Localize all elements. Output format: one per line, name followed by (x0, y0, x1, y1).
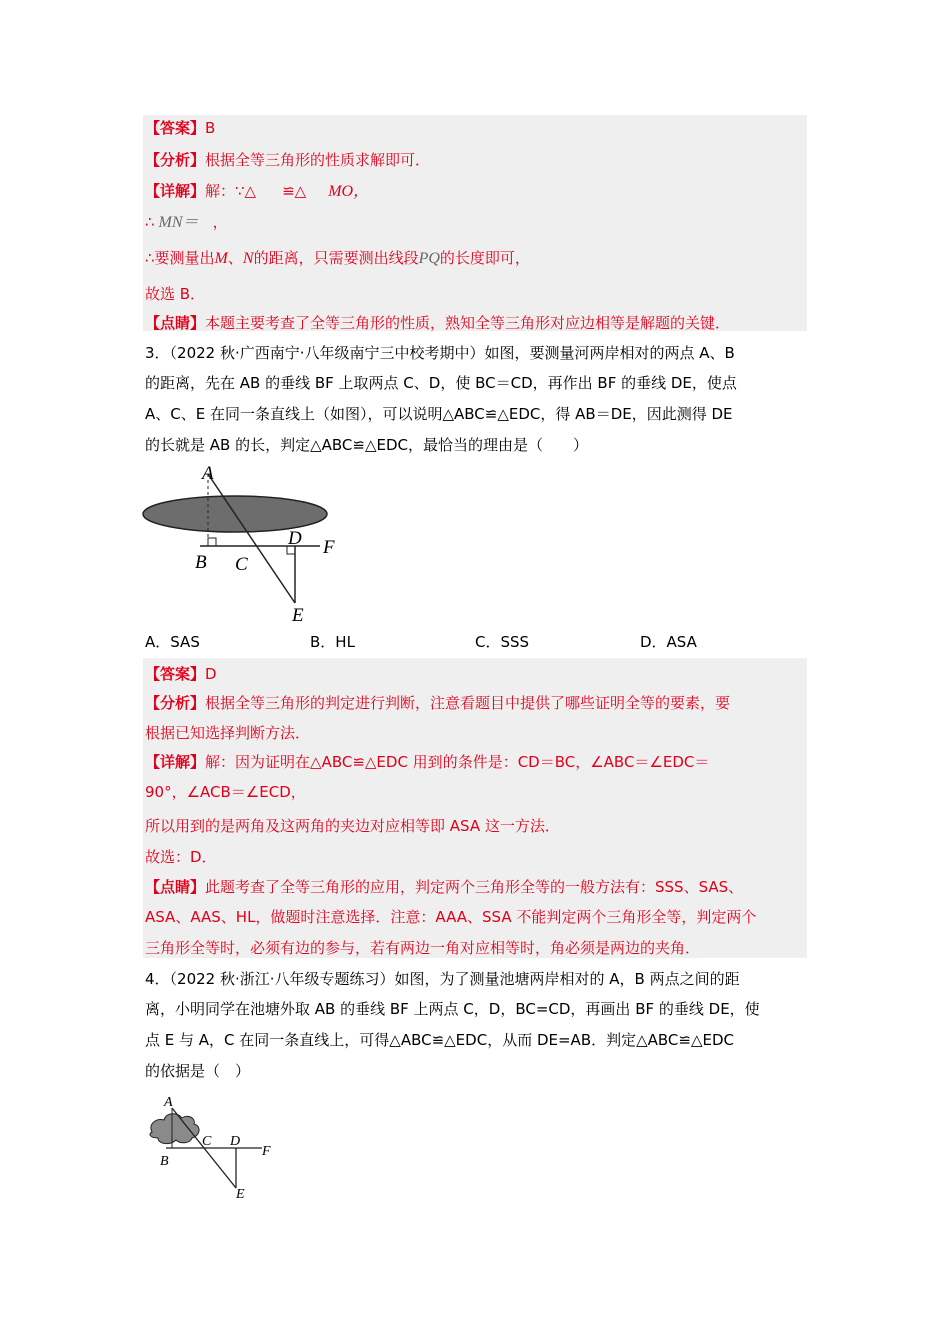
detail-tag: 【详解】 (145, 182, 206, 200)
q2-analysis-line (145, 150, 430, 170)
q4-stem-line: 的依据是（ ） (145, 1062, 251, 1080)
analysis-tag: 【分析】 (145, 151, 206, 169)
answer-value: B (205, 119, 216, 137)
q3-stem-line: A、C、E 在同一条直线上（如图），可以说明△ABC≌△EDC，得 AB＝DE，因此测得 DE (145, 405, 733, 423)
label-a: A (202, 463, 214, 484)
detail-text: 解：∵△ (205, 182, 257, 200)
line-ae (208, 474, 295, 603)
analysis-tag: 【分析】 (145, 694, 206, 712)
label-f: F (323, 537, 335, 558)
detail-text: 解：因为证明在△ABC≌△EDC 用到的条件是：CD＝BC，∠ABC＝∠EDC＝ (205, 753, 710, 771)
label-b: B (160, 1154, 169, 1169)
analysis-text: 根据全等三角形的性质求解即可． (205, 151, 431, 169)
label-e: E (236, 1187, 245, 1202)
q3-stem-line: 的长就是 AB 的长，判定△ABC≌△EDC，最恰当的理由是（ ） (145, 436, 588, 454)
point-m: M (214, 250, 228, 267)
answer-tag: 【答案】 (145, 665, 206, 683)
q4-stem-line: 离，小明同学在池塘外取 AB 的垂线 BF 上两点 C，D，BC=CD，再画出 BF 的垂线 DE，使 (145, 1000, 760, 1018)
q3-stem-line: 3．（2022 秋·广西南宁·八年级南宁三中校考期中）如图，要测量河两岸相对的两点 A、B (145, 344, 735, 362)
detail-text: 的长度即可， (439, 249, 530, 267)
label-e: E (292, 605, 304, 626)
option-d[interactable]: D．ASA (640, 633, 697, 651)
q3-figure (140, 458, 350, 628)
comment-tag: 【点睛】 (145, 314, 206, 332)
q2-comment-line (145, 313, 730, 333)
option-a[interactable]: A．SAS (145, 633, 200, 651)
q2-solution-box (143, 115, 807, 331)
q3-detail-line (145, 752, 709, 772)
label-b: B (195, 552, 207, 573)
q3-stem-line: 的距离，先在 AB 的垂线 BF 上取两点 C、D，使 BC＝CD，再作出 BF 的垂线 DE，使点 (145, 374, 737, 392)
detail-text: 的距离，只需要测出线段 (253, 249, 419, 267)
option-b[interactable]: B．HL (310, 633, 355, 651)
comment-text: 三角形全等时，必须有边的参与，若有两边一角对应相等时，角必须是两边的夹角． (145, 939, 701, 957)
comment-tag: 【点睛】 (145, 878, 206, 896)
answer-tag: 【答案】 (145, 119, 206, 137)
label-f: F (262, 1144, 271, 1159)
detail-congruent: ≌△ (282, 182, 307, 200)
q2-detail-line (145, 181, 369, 202)
label-c: C (235, 554, 248, 575)
option-c[interactable]: C．SSS (475, 633, 530, 651)
label-d: D (288, 528, 302, 549)
segment-pq: PQ (418, 250, 440, 267)
detail-text: ∴要测量出 (145, 249, 215, 267)
q4-figure (140, 1090, 290, 1205)
detail-text: 、 (227, 249, 243, 267)
comment-text: 本题主要考查了全等三角形的性质，熟知全等三角形对应边相等是解题的关键． (205, 314, 731, 332)
detail-text: 90°，∠ACB＝∠ECD， (145, 783, 306, 801)
answer-value: D (205, 665, 217, 683)
detail-text: 所以用到的是两角及这两角的夹边对应相等即 ASA 这一方法． (145, 817, 560, 835)
q3-choice: 故选：D． (145, 848, 217, 866)
detail-math: MN＝ (158, 214, 199, 231)
label-c: C (202, 1134, 212, 1149)
right-angle-b (208, 538, 216, 546)
therefore-symbol: ∴ (145, 213, 155, 231)
label-d: D (230, 1134, 241, 1149)
detail-tag: 【详解】 (145, 753, 206, 771)
q2-answer-line (145, 118, 215, 138)
q4-stem-line: 4．（2022 秋·浙江·八年级专题练习）如图，为了测量池塘两岸相对的 A，B 两点之间的距 (145, 970, 740, 988)
q4-stem-line: 点 E 与 A，C 在同一条直线上，可得△ABC≌△EDC，从而 DE=AB．判定△ABC≌△EDC (145, 1031, 735, 1049)
q2-detail-line-2 (145, 212, 228, 233)
point-n: N (242, 250, 254, 267)
q3-answer-line (145, 664, 217, 684)
q2-choice: 故选 B． (145, 285, 206, 303)
q2-detail-line-3 (145, 248, 530, 269)
analysis-text: 根据全等三角形的判定进行判断，注意看题目中提供了哪些证明全等的要素，要 (205, 694, 731, 712)
label-a: A (164, 1095, 173, 1110)
q3-comment-line (145, 877, 743, 897)
detail-comma: ， (212, 213, 228, 231)
pond-cloud (150, 1114, 199, 1144)
comment-text: ASA、AAS、HL，做题时注意选择．注意：AAA、SSA 不能判定两个三角形全等，判定两个 (145, 908, 757, 926)
comment-text: 此题考查了全等三角形的应用，判定两个三角形全等的一般方法有：SSS、SAS、 (205, 878, 744, 896)
q3-analysis-line (145, 693, 730, 713)
detail-math: MO， (328, 183, 370, 200)
analysis-text: 根据已知选择判断方法． (145, 724, 311, 742)
